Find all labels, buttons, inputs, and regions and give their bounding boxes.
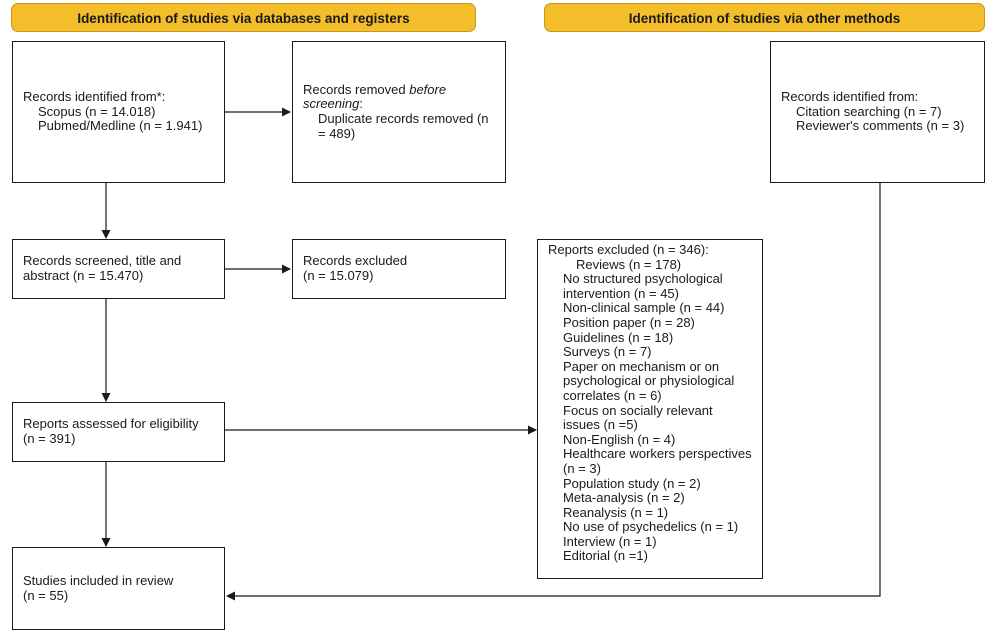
records-screened-box [12, 239, 225, 299]
studies-included-line2: (n = 55) [23, 587, 69, 603]
duplicates-removed: Duplicate records removed (n = 489) [318, 111, 489, 141]
records-removed-heading-italic: before screening [303, 81, 447, 112]
records-excluded-line1: Records excluded [303, 253, 408, 269]
records-screened-line2: abstract (n = 15.470) [23, 268, 144, 283]
exclusion-reason: Healthcare workers perspectives (n = 3) [563, 446, 752, 476]
reports-assessed-line2: (n = 391) [23, 431, 76, 446]
exclusion-reason: Position paper (n = 28) [563, 314, 695, 330]
exclusion-reason: Focus on socially relevant issues (n =5) [563, 402, 713, 433]
records-removed-box [292, 41, 506, 183]
exclusion-reason: Non-clinical sample (n = 44) [563, 300, 725, 316]
studies-included-line1: Studies included in review [23, 572, 174, 588]
reviewer-comments-count: Reviewer's comments (n = 3) [796, 118, 965, 134]
exclusion-reason: Editorial (n =1) [563, 548, 648, 564]
exclusion-reason: Surveys (n = 7) [563, 344, 652, 360]
citation-searching-count: Citation searching (n = 7) [796, 103, 942, 119]
other-methods-heading: Records identified from: [781, 89, 919, 105]
studies-included-box [12, 547, 225, 630]
banner-other-methods: Identification of studies via other methods [544, 3, 985, 32]
reports-excluded-box [537, 239, 763, 579]
reports-assessed-line1: Reports assessed for eligibility [23, 416, 199, 432]
records-identified-box [12, 41, 225, 183]
pubmed-count: Pubmed/Medline (n = 1.941) [38, 118, 203, 134]
exclusion-reason: Reanalysis (n = 1) [563, 504, 669, 520]
exclusion-reason: Reviews (n = 178) [576, 256, 682, 272]
records-removed-heading-colon: : [359, 96, 363, 112]
exclusion-reason: No structured psychological intervention (n = 45) [563, 271, 723, 301]
records-screened-line1: Records screened, title and [23, 253, 182, 269]
exclusion-reason: Non-English (n = 4) [563, 431, 676, 447]
banner-databases: Identification of studies via databases and registers [11, 3, 476, 32]
reports-assessed-box [12, 402, 225, 462]
records-excluded-line2: (n = 15.079) [303, 268, 374, 283]
records-removed-heading-text: Records removed [303, 81, 410, 97]
exclusion-reason: Interview (n = 1) [563, 533, 657, 549]
exclusion-reason: Population study (n = 2) [563, 475, 701, 491]
records-excluded-box [292, 239, 506, 299]
records-removed-heading [303, 83, 495, 112]
reports-excluded-heading: Reports excluded (n = 346): [548, 242, 709, 257]
scopus-count: Scopus (n = 14.018) [38, 103, 156, 119]
records-identified-heading: Records identified from*: [23, 89, 166, 105]
exclusion-reason: Meta-analysis (n = 2) [563, 490, 685, 506]
other-methods-box [770, 41, 985, 183]
exclusion-reason: Guidelines (n = 18) [563, 329, 674, 345]
exclusion-reason: Paper on mechanism or on psychological or physiological correlates (n = 6) [563, 358, 735, 403]
exclusion-reason: No use of psychedelics (n = 1) [563, 519, 739, 535]
